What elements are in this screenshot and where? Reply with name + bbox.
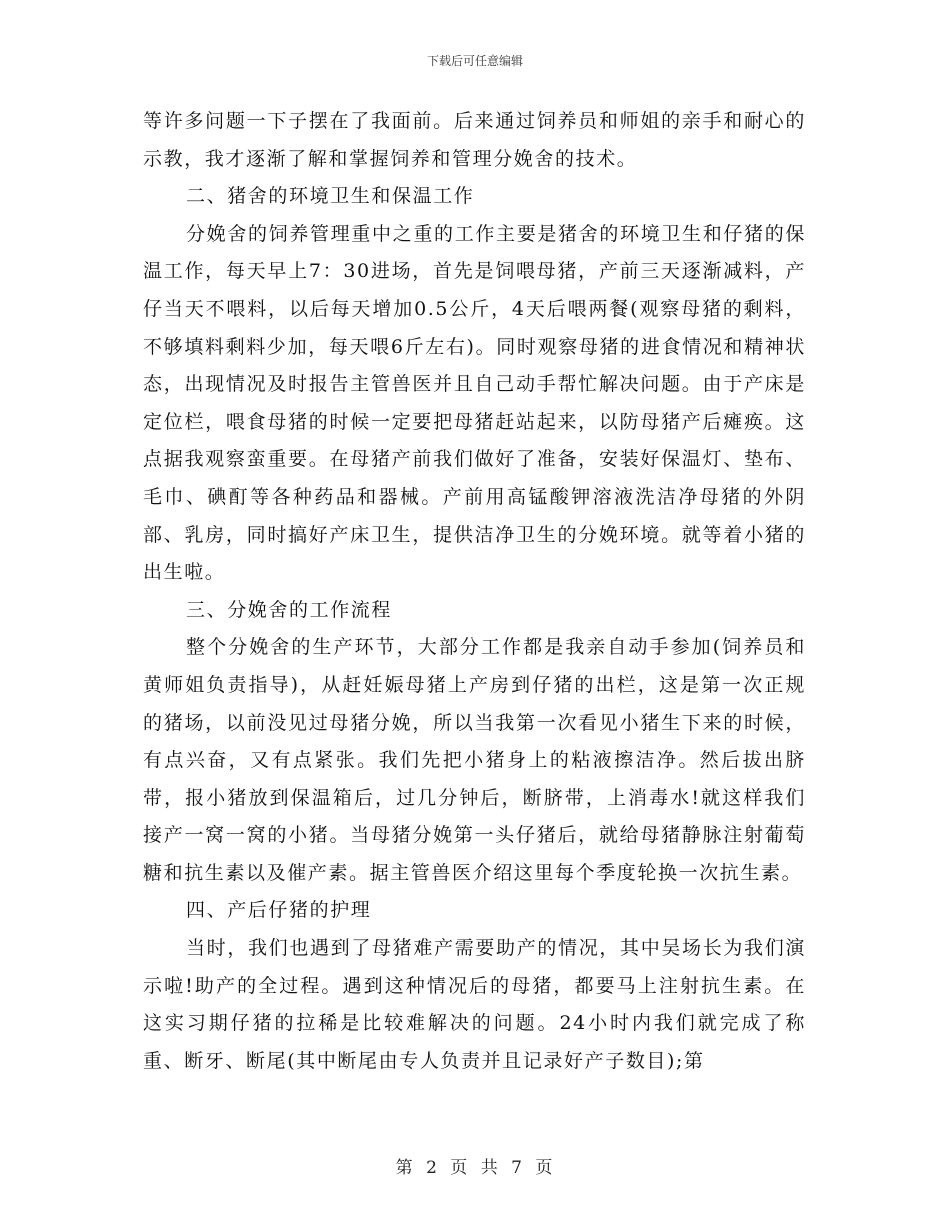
section-heading-piglet-care: 四、产后仔猪的护理 xyxy=(186,899,372,922)
paragraph-workflow: 整个分娩舍的生产环节，大部分工作都是我亲自动手参加(饲养员和黄师姐负责指导)，从赶妊娠母猪上产房到仔猪的出栏，这是第一次正规的猪场，以前没见过母猪分娩，所以当我第一次看见小猪生下来的时候，有点兴奋，又有点紧张。我们先把小猪身上的粘液擦洁净。然后拔出脐带，报小猪放到保温箱后，过几分钟后，断脐带，上消毒水!就这样我们接产一窝一窝的小猪。当母猪分娩第一头仔猪后，就给母猪静脉注射葡萄糖和抗生素以及催产素。据主管兽医介绍这里每个季度轮换一次抗生素。 xyxy=(143,636,806,884)
page-header: 下载后可任意编辑 xyxy=(426,54,523,68)
paragraph-continuation: 等许多问题一下子摆在了我面前。后来通过饲养员和师姐的亲手和耐心的示教，我才逐渐了解和掌握饲养和管理分娩舍的技术。 xyxy=(143,110,806,170)
document-body xyxy=(143,103,806,1080)
section-heading-environment: 二、猪舍的环境卫生和保温工作 xyxy=(186,185,475,208)
paragraph-environment: 分娩舍的饲养管理重中之重的工作主要是猪舍的环境卫生和仔猪的保温工作，每天早上7：30进场，首先是饲喂母猪，产前三天逐渐减料，产仔当天不喂料，以后每天增加0.5公斤，4天后喂两餐(观察母猪的剩料，不够填料剩料少加，每天喂6斤左右)。同时观察母猪的进食情况和精神状态，出现情况及时报告主管兽医并且自己动手帮忙解决问题。由于产床是定位栏，喂食母猪的时候一定要把母猪赶站起来，以防母猪产后瘫痪。这点据我观察蛮重要。在母猪产前我们做好了准备，安装好保温灯、垫布、毛巾、碘酊等各种药品和器械。产前用高锰酸钾溶液洗洁净母猪的外阴部、乳房，同时搞好产床卫生，提供洁净卫生的分娩环境。就等着小猪的出生啦。 xyxy=(143,222,806,584)
page-footer: 第 2 页 共 7 页 xyxy=(395,1158,555,1178)
section-heading-workflow: 三、分娩舍的工作流程 xyxy=(186,598,393,621)
paragraph-piglet-care: 当时，我们也遇到了母猪难产需要助产的情况，其中吴场长为我们演示啦!助产的全过程。遇到这种情况后的母猪，都要马上注射抗生素。在这实习期仔猪的拉稀是比较难解决的问题。24小时内我们就完成了称重、断牙、断尾(其中断尾由专人负责并且记录好产子数目);第 xyxy=(143,937,806,1072)
